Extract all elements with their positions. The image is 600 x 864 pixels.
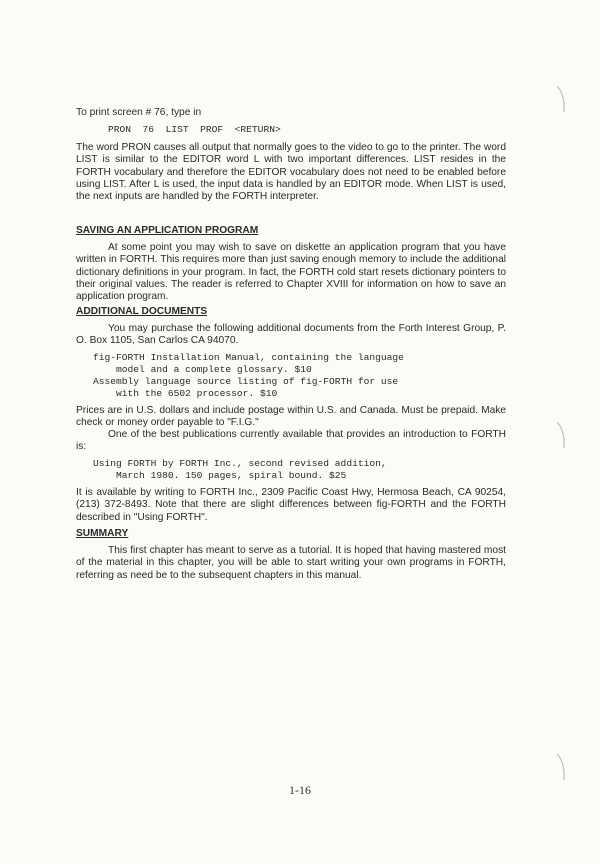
document-item-2-line-1: Assembly language source listing of fig-FORTH for use — [93, 376, 399, 387]
document-item-2-line-2: with the 6502 processor. $10 — [93, 388, 278, 399]
heading-additional-documents: ADDITIONAL DOCUMENTS — [76, 306, 208, 317]
book-line-2: March 1980. 150 pages, spiral bound. $25 — [93, 470, 347, 481]
paragraph-prices: Prices are in U.S. dollars and include postage within U.S. and Canada. Must be prepaid. Make check or money order payable to "F.I.G." — [76, 405, 506, 429]
binder-hole-middle — [556, 420, 566, 450]
paragraph-availability: It is available by writing to FORTH Inc., 2309 Pacific Coast Hwy, Hermosa Beach, CA 90254, (213) 372-8493. Note that there are slight differences between fig-FORTH and the FORTH described in "Using FORTH". — [76, 487, 506, 523]
document-item-1-line-1: fig-FORTH Installation Manual, containing the language — [93, 352, 404, 363]
heading-saving-application: SAVING AN APPLICATION PROGRAM — [76, 225, 259, 236]
paragraph-pron: The word PRON causes all output that normally goes to the video to go to the printer. The word LIST is similar to the EDITOR word L with two important differences. LIST resides in the FORTH vocabulary and therefore the EDITOR vocabulary does not need to be enabled before using LIST. After L is used, the input data is handled by an EDITOR mode. When LIST is used, the next inputs are handled by the FORTH interpreter. — [76, 142, 506, 203]
binder-hole-top — [556, 84, 566, 114]
book-line-1: Using FORTH by FORTH Inc., second revised addition, — [93, 458, 387, 469]
binder-hole-bottom — [556, 752, 566, 782]
paragraph-saving: At some point you may wish to save on diskette an application program that you have written in FORTH. This requires more than just saving enough memory to include the additional dictionary definitions in your program. In fact, the FORTH cold start resets dictionary pointers to their original values. The reader is referred to Chapter XVIII for information on how to save an application program. — [76, 242, 506, 303]
intro-line: To print screen # 76, type in — [76, 107, 202, 118]
heading-summary: SUMMARY — [76, 528, 129, 539]
paragraph-summary: This first chapter has meant to serve as a tutorial. It is hoped that having mastered most of the material in this chapter, you will be able to start writing your own programs in FORTH, referring as need be to the subsequent chapters in this manual. — [76, 545, 506, 581]
paragraph-purchase: You may purchase the following additional documents from the Forth Interest Group, P. O. Box 1105, San Carlos CA 94070. — [76, 323, 506, 347]
command-example: PRON 76 LIST PROF <RETURN> — [108, 124, 281, 135]
paragraph-publication: One of the best publications currently available that provides an introduction to FORTH is: — [76, 429, 506, 453]
page-number: 1-16 — [289, 783, 311, 797]
document-item-1-line-2: model and a complete glossary. $10 — [93, 364, 312, 375]
